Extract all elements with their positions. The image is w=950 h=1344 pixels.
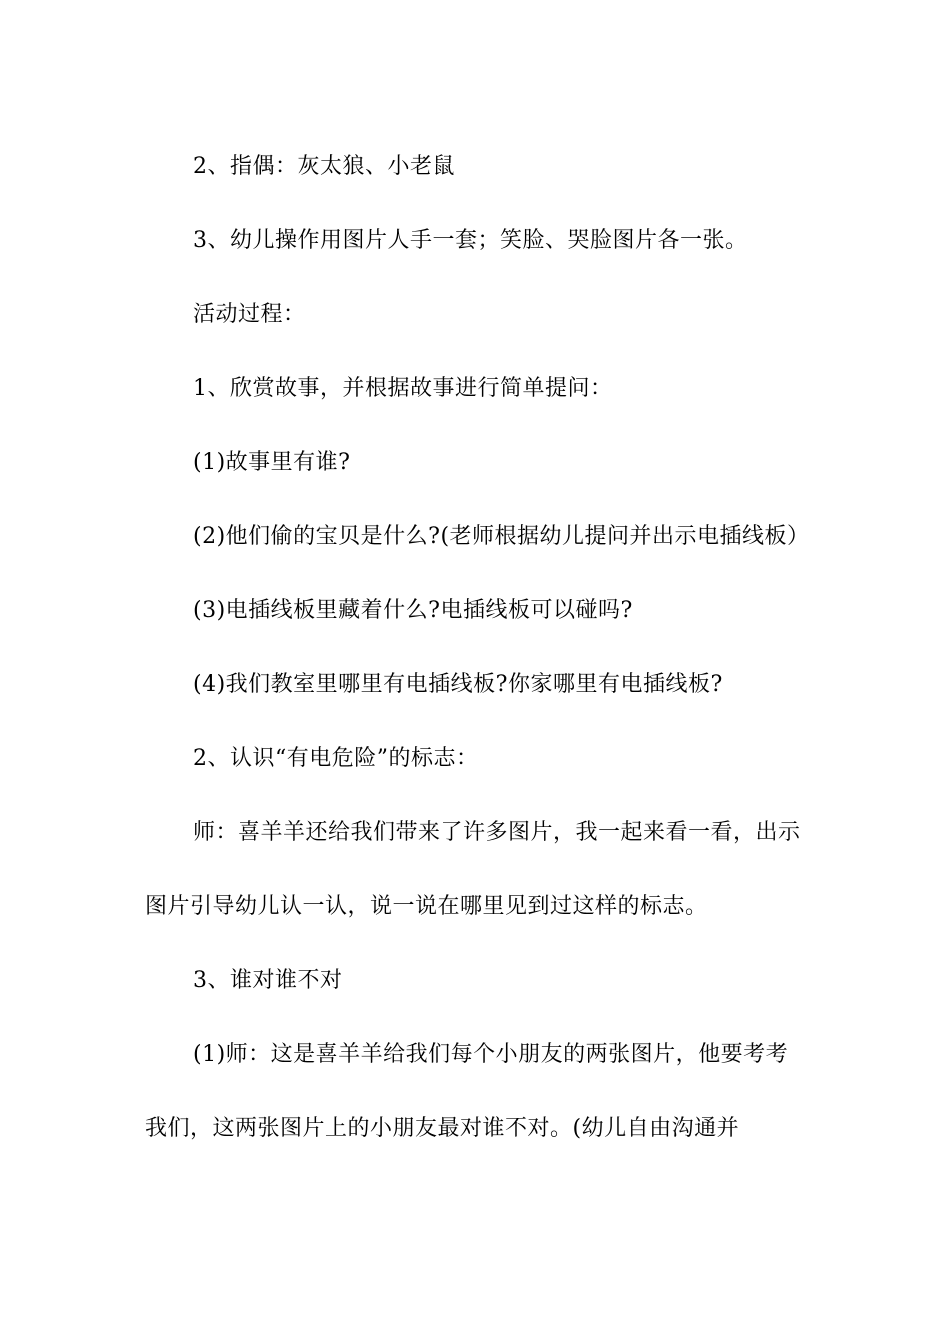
paragraph-question-4: (4)我们教室里哪里有电插线板?你家哪里有电插线板? [193, 672, 723, 697]
paragraph-question-2: (2)他们偷的宝贝是什么?(老师根据幼儿提问并出示电插线板） [193, 524, 810, 549]
paragraph-teacher-pictures: 师：喜羊羊还给我们带来了许多图片，我一起来看一看，出示图片引导幼儿认一认，说一说在哪里见到过这样的标志。 [145, 820, 801, 919]
section-heading-activity-process: 活动过程： [193, 302, 306, 327]
paragraph-step-2: 2、认识“有电危险”的标志： [193, 746, 479, 771]
paragraph-question-3: (3)电插线板里藏着什么?电插线板可以碰吗? [193, 598, 633, 623]
paragraph-step-1: 1、欣赏故事，并根据故事进行简单提问： [193, 376, 613, 401]
document-body [145, 130, 810, 1166]
paragraph-materials-puppets: 2、指偶：灰太狼、小老鼠 [193, 154, 455, 179]
paragraph-question-1: (1)故事里有谁? [193, 450, 351, 475]
paragraph-step-3: 3、谁对谁不对 [193, 968, 343, 993]
paragraph-materials-pictures: 3、幼儿操作用图片人手一套；笑脸、哭脸图片各一张。 [193, 228, 748, 253]
paragraph-step-3-detail: (1)师：这是喜羊羊给我们每个小朋友的两张图片，他要考考我们，这两张图片上的小朋友最对谁不对。(幼儿自由沟通并 [145, 1042, 789, 1141]
